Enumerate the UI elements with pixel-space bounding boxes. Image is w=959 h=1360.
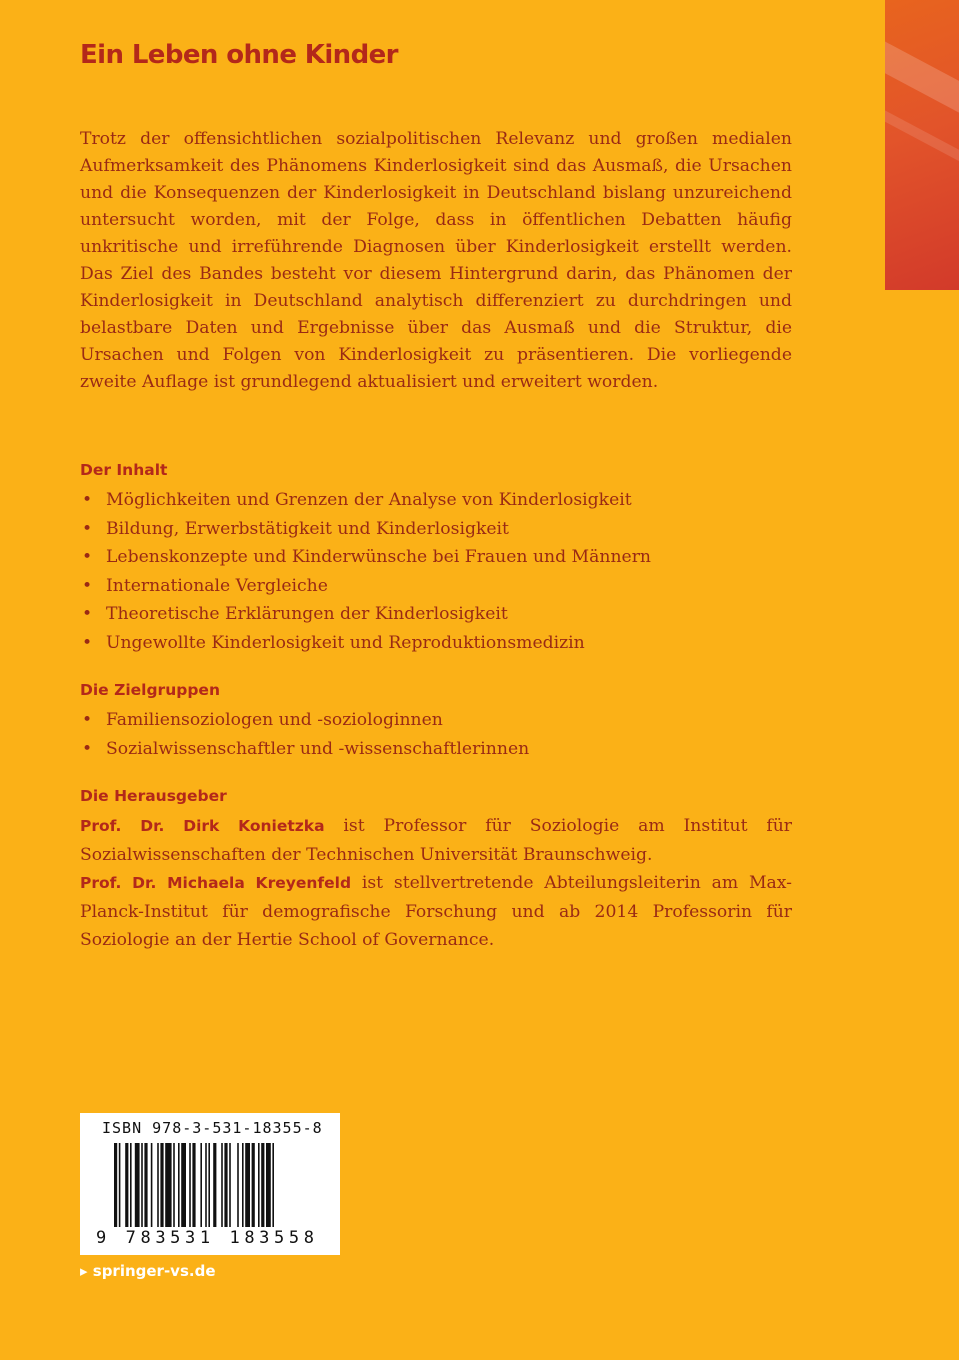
contents-list <box>80 486 792 657</box>
barcode-icon <box>114 1143 308 1227</box>
bullet-icon: • <box>82 490 93 510</box>
editor-bio: Prof. Dr. Dirk Konietzka ist Professor für Soziologie am Institut für Sozialwissenschaften der Technischen Universität Braunschweig. <box>80 816 792 865</box>
editor-name: Prof. Dr. Dirk Konietzka <box>80 817 325 835</box>
bullet-icon: • <box>82 547 93 567</box>
list-item: • Bildung, Erwerbstätigkeit und Kinderlosigkeit <box>80 515 792 544</box>
audience-section <box>80 680 792 763</box>
list-item: • Möglichkeiten und Grenzen der Analyse von Kinderlosigkeit <box>80 486 792 515</box>
editors-heading: Die Herausgeber <box>80 787 227 805</box>
audience-list <box>80 706 792 763</box>
list-item: • Sozialwissenschaftler und -wissenschaftlerinnen <box>80 735 792 764</box>
corner-light-streak <box>885 96 959 185</box>
bullet-icon: • <box>82 632 93 653</box>
contents-section <box>80 460 792 657</box>
decorative-corner-band <box>885 0 959 290</box>
publisher-website-link[interactable]: ▸ springer-vs.de <box>80 1262 216 1280</box>
bullet-icon: • <box>82 604 93 624</box>
list-item: • Internationale Vergleiche <box>80 572 792 601</box>
editor-bio: Prof. Dr. Michaela Kreyenfeld ist stellvertretende Abteilungsleiterin am Max-Planck-Institut für demografische Forschung und ab 2014 Professorin für Soziologie an der Hertie School of Governance. <box>80 873 792 950</box>
bullet-icon: • <box>82 738 93 759</box>
bullet-icon: • <box>82 518 93 539</box>
isbn-number: ISBN 978-3-531-18355-8 <box>102 1119 323 1137</box>
book-description: Trotz der offensichtlichen sozialpolitischen Relevanz und großen medialen Aufmerksamkeit des Phänomens Kinderlosigkeit sind das Ausmaß, die Ursachen und die Konsequenzen der Kinderlosigkeit in Deutschland bislang unzureichend untersucht worden, mit der Folge, dass in öffentlichen Debatten häufig unkritische und irreführende Diagnosen über Kinderlosigkeit erstellt werden. Das Ziel des Bandes besteht vor diesem Hintergrund darin, das Phänomen der Kinderlosigkeit in Deutschland analytisch differenziert zu durchdringen und belastbare Daten und Ergebnisse über das Ausmaß und die Struktur, die Ursachen und Folgen von Kinderlosigkeit zu präsentieren. Die vorliegende zweite Auflage ist grundlegend aktualisiert und erweitert worden. <box>80 129 792 392</box>
list-item: • Ungewollte Kinderlosigkeit und Reproduktionsmedizin <box>80 629 792 658</box>
contents-heading: Der Inhalt <box>80 461 168 479</box>
list-item: • Theoretische Erklärungen der Kinderlosigkeit <box>80 600 792 629</box>
arrow-right-icon: ▸ <box>80 1262 88 1280</box>
editor-name: Prof. Dr. Michaela Kreyenfeld <box>80 874 352 892</box>
list-item: • Lebenskonzepte und Kinderwünsche bei Frauen und Männern <box>80 543 792 572</box>
book-title: Ein Leben ohne Kinder <box>80 40 398 70</box>
bullet-icon: • <box>82 710 93 730</box>
editors-section <box>80 786 792 955</box>
isbn-barcode <box>80 1113 340 1255</box>
ean-digits: 9 783531 183558 <box>96 1228 319 1248</box>
audience-heading: Die Zielgruppen <box>80 681 220 699</box>
bullet-icon: • <box>82 575 93 596</box>
list-item: • Familiensoziologen und -soziologinnen <box>80 706 792 735</box>
